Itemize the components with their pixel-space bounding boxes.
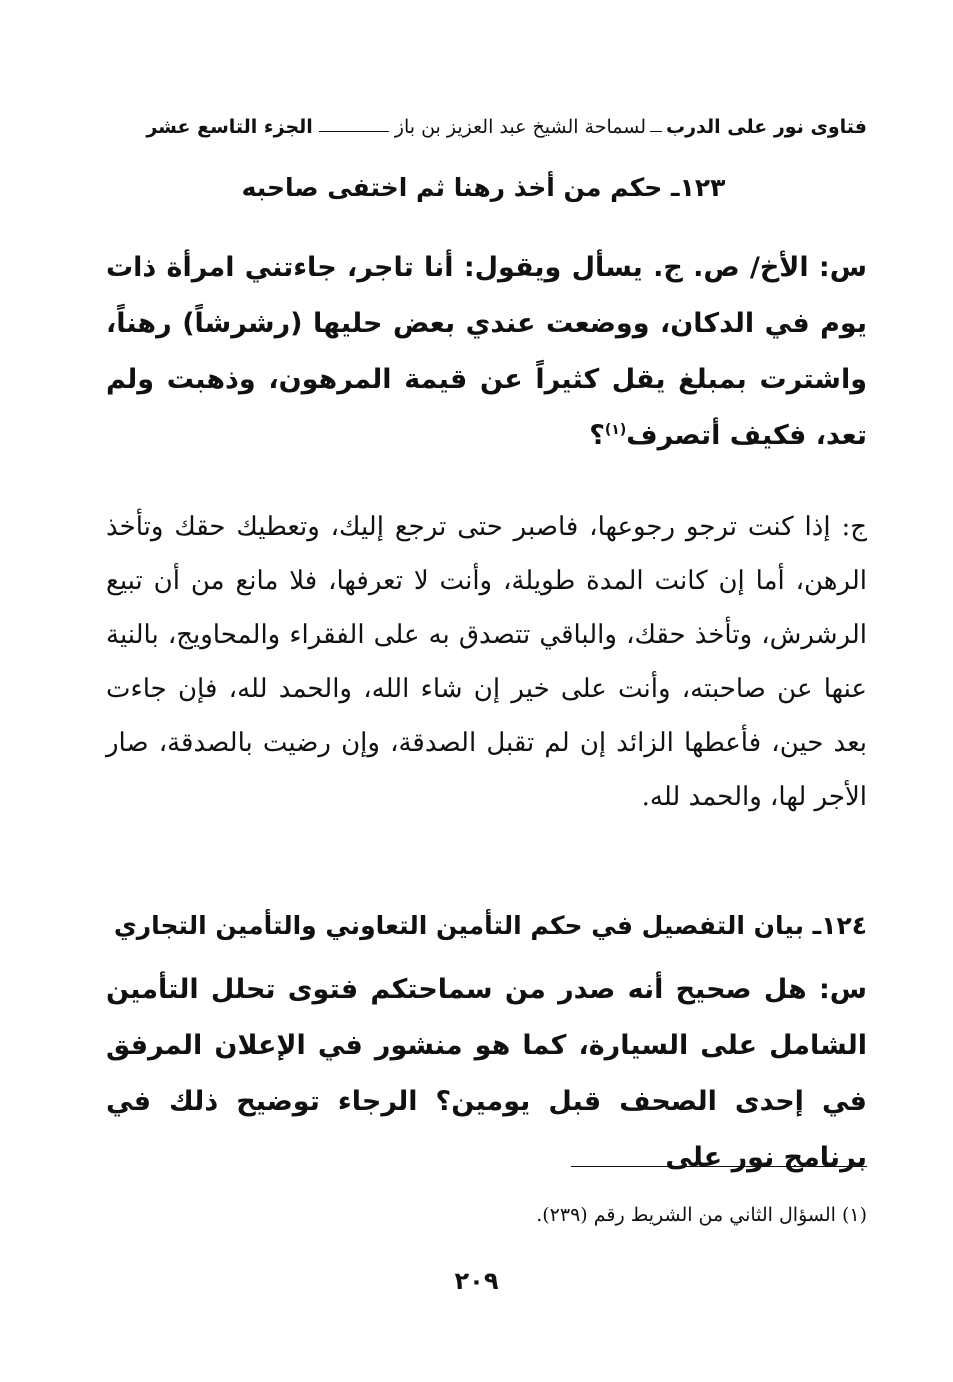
author-credit: لسماحة الشيخ عبد العزيز بن باز — [394, 116, 646, 138]
separator-dash — [650, 131, 662, 132]
heading-123: ١٢٣ـ حكم من أخذ رهنا ثم اختفى صاحبه — [241, 173, 726, 202]
footnote-divider — [571, 1166, 867, 1167]
page-number: ٢٠٩ — [454, 1267, 499, 1295]
volume-label: الجزء التاسع عشر — [146, 116, 313, 138]
book-title: فتاوى نور على الدرب — [666, 116, 867, 138]
running-head — [112, 112, 867, 142]
heading-124: ١٢٤ـ بيان التفصيل في حكم التأمين التعاوني والتأمين التجاري — [113, 911, 867, 940]
separator-rule — [319, 131, 389, 132]
question-123-text: س: الأخ/ ص. ج. يسأل ويقول: أنا تاجر، جاءتني امرأة ذات يوم في الدكان، ووضعت عندي بعض حليها (رشرشاً) رهناً، واشترت بمبلغ يقل كثيراً عن قيمة المرهون، وذهبت ولم تعد، فكيف أتصرف — [106, 252, 867, 451]
question-123-end: ؟ — [589, 420, 605, 451]
question-123 — [106, 240, 867, 464]
footnote-ref[interactable]: (١) — [604, 422, 627, 438]
footnote: (١) السؤال الثاني من الشريط رقم (٢٣٩). — [536, 1204, 867, 1226]
question-124: س: هل صحيح أنه صدر من سماحتكم فتوى تحلل التأمين الشامل على السيارة، كما هو منشور في الإعلان المرفق في إحدى الصحف قبل يومين؟ الرجاء توضيح ذلك في برنامج نور على — [106, 974, 867, 1173]
answer-123: ج: إذا كنت ترجو رجوعها، فاصبر حتى ترجع إليك، وتعطيك حقك وتأخذ الرهن، أما إن كانت المدة طويلة، وأنت لا تعرفها، فلا مانع من أن تبيع الرشرش، وتأخذ حقك، والباقي تتصدق به على الفقراء والمحاويج، بالنية عنها عن صاحبته، وأنت على خير إن شاء الله، والحمد لله، فإن جاءت بعد حين، فأعطها الزائد إن لم تقبل الصدقة، وإن رضيت بالصدقة، صار الأجر لها، والحمد لله. — [106, 512, 867, 812]
